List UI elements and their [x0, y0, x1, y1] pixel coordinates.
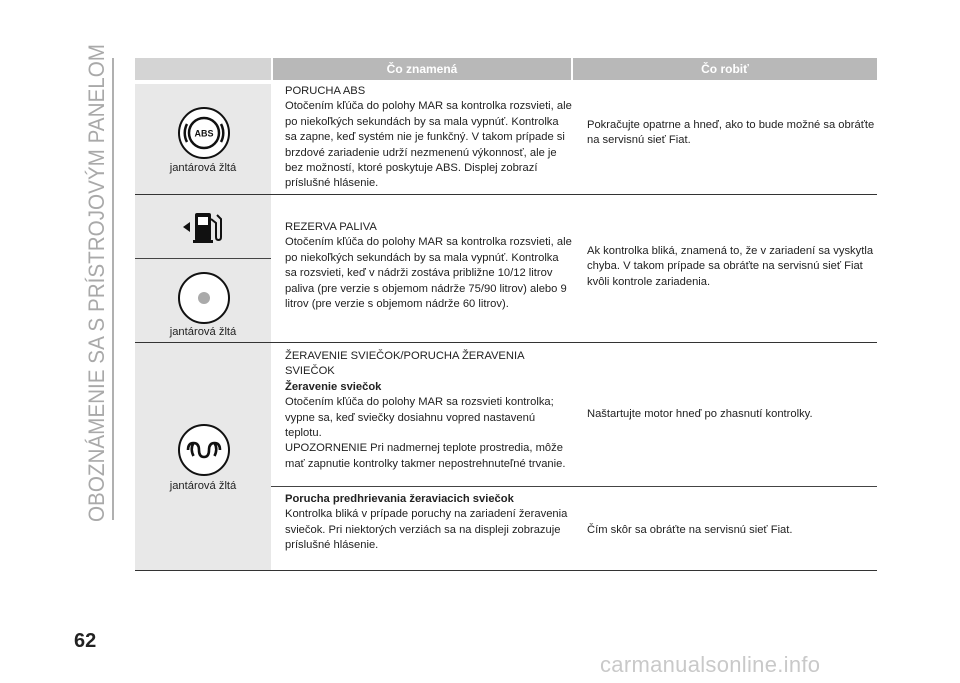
chapter-title-svg — [82, 40, 112, 525]
glow-plug-icon — [177, 423, 231, 477]
chapter-divider — [112, 58, 114, 520]
svg-text:ABS: ABS — [194, 128, 214, 139]
header-action: Čo robiť — [573, 58, 877, 80]
icon-cell — [135, 343, 271, 570]
icon-cell — [135, 84, 271, 194]
action-cell: Ak kontrolka bliká, znamená to, že v zariadení sa vyskytla chyba. V takom prípade sa obráťte na servisnú sieť Fiat kvôli kontrole zariadenia. — [587, 245, 874, 288]
table-row — [135, 195, 877, 343]
table-row — [135, 84, 877, 195]
meaning-cell — [285, 220, 573, 312]
warning-lights-table — [135, 58, 877, 571]
color-label: jantárová žltá — [169, 480, 237, 492]
meaning-cell — [285, 84, 573, 192]
header-icon-cell — [135, 58, 271, 80]
watermark: carmanualsonline.info — [600, 652, 821, 677]
row-title: ŽERAVENIE SVIEČOK/PORUCHA ŽERAVENIA SVIEČOK — [285, 350, 524, 378]
reserve-dot-icon — [177, 271, 231, 325]
sub-action-cell: Čím skôr sa obráťte na servisnú sieť Fiat. — [587, 524, 793, 536]
row-meaning: Otočením kľúča do polohy MAR sa kontrolka rozsvieti, ale po niekoľkých sekundách by sa mala vypnúť. Kontrolka sa zapne, keď systém nie je funkčný. V takom prípade si brzdové zariadenie udrží nezmenenú výkonnosť, ale je bez možností, ktoré poskytuje ABS. Displej zobrazí príslušné hlásenie. — [285, 100, 572, 190]
row-title: REZERVA PALIVA — [285, 221, 377, 233]
row-meaning: Otočením kľúča do polohy MAR sa rozsvieti kontrolka; vypne sa, keď sviečky dosiahnu vopred nastavenú teplotu. — [285, 396, 554, 440]
header-meaning: Čo znamená — [273, 58, 571, 80]
page-number: 62 — [74, 630, 97, 652]
sub-row-separator — [271, 486, 877, 487]
row-subtitle: Žeravenie sviečok — [285, 380, 382, 393]
color-label: jantárová žltá — [169, 326, 237, 338]
sub-row-subtitle: Porucha predhrievania žeraviacich sviečok — [285, 493, 514, 505]
action-cell: Naštartujte motor hneď po zhasnutí kontrolky. — [587, 408, 813, 420]
row-meaning: Otočením kľúča do polohy MAR sa kontrolka rozsvieti, ale po niekoľkých sekundách by sa mala vypnúť. Kontrolka sa rozsvieti, keď v nádrži zostáva približne 10/12 litrov paliva (pre verzie s objemom nádrže 75/90 litrov) alebo 9 litrov (pre verzie s objemom nádrže 60 litrov). — [285, 236, 572, 311]
color-label: jantárová žltá — [169, 162, 237, 174]
icon-cell — [135, 195, 271, 342]
sub-row-meaning: Kontrolka bliká v prípade poruchy na zariadení žeravenia sviečok. Pri niektorých verziách sa na displeji zobrazuje príslušné hlásenie. — [285, 508, 568, 552]
chapter-side-title — [82, 40, 112, 525]
row-title: PORUCHA ABS — [285, 85, 366, 97]
chapter-title-text: OBOZNÁMENIE SA S PRÍSTROJOVÝM PANELOM — [84, 40, 109, 522]
fuel-pump-icon — [179, 205, 227, 249]
icon-separator — [135, 258, 271, 259]
row-note: UPOZORNENIE Pri nadmernej teplote prostredia, môže mať zapnutie kontrolky takmer nepostrehnuteľné trvanie. — [285, 442, 566, 470]
action-cell: Pokračujte opatrne a hneď, ako to bude možné sa obráťte na servisnú sieť Fiat. — [587, 119, 875, 147]
meaning-cell — [285, 349, 573, 472]
table-header — [135, 58, 877, 80]
table-row — [135, 343, 877, 571]
abs-warning-icon — [177, 106, 231, 160]
sub-meaning-cell — [285, 492, 573, 554]
